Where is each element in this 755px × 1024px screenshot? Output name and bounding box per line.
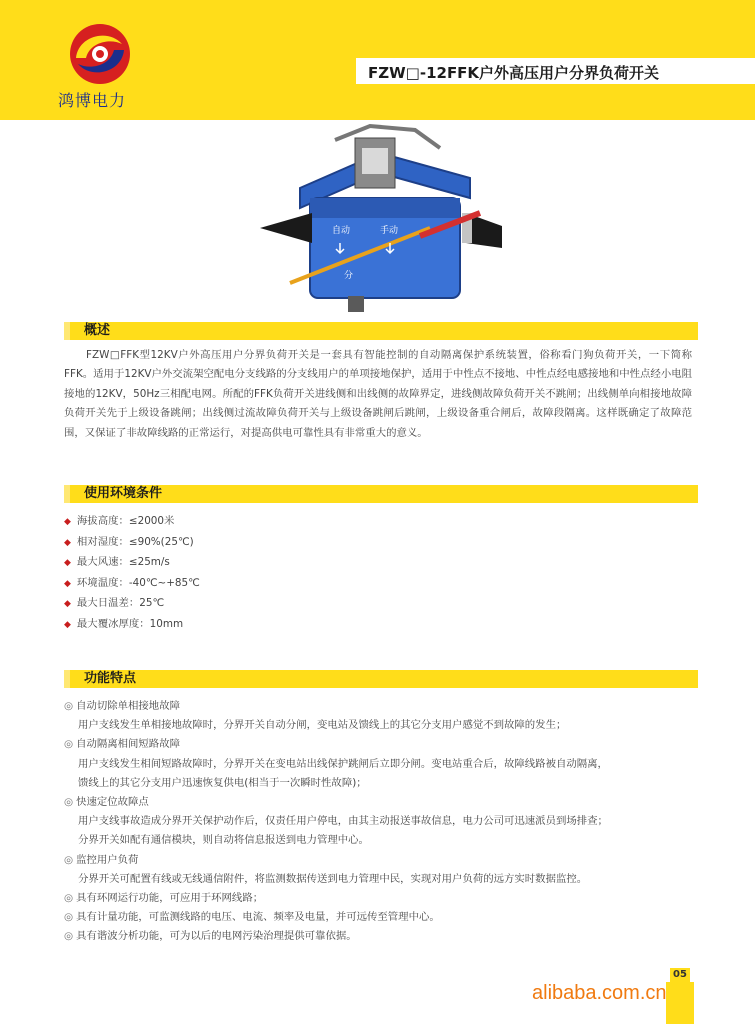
features-heading-bar	[64, 670, 698, 688]
bullet-circle-icon: ◎	[64, 911, 74, 924]
bullet-circle-icon: ◎	[64, 700, 74, 712]
brand-name: 鸿博电力	[58, 91, 127, 110]
photo-label-open: 分	[344, 271, 354, 281]
features-list	[64, 697, 714, 947]
feature-description: 用户支线发生单相接地故障时，分界开关自动分闸，变电站及馈线上的其它分支用户感觉不到故障的发生；	[78, 719, 567, 732]
feature-description: 用户支线事故造成分界开关保护动作后，仅责任用户停电，由其主动报送事故信息，电力公司可迅速派员到场排查；	[78, 815, 608, 828]
feature-title: ◎ 自动隔离相间短路故障	[64, 738, 180, 751]
bullet-diamond-icon: ◆	[64, 599, 71, 609]
feature-title: ◎ 具有环网运行功能，可应用于环网线路；	[64, 892, 264, 905]
feature-description: 馈线上的其它分支用户迅速恢复供电(相当于一次瞬时性故障)；	[78, 776, 367, 789]
list-item: ◆ 海拔高度：≤2000米	[64, 515, 175, 527]
list-item: ◆ 相对湿度：≤90%(25℃)	[64, 535, 194, 548]
feature-title: ◎ 监控用户负荷	[64, 853, 139, 866]
features-heading: 功能特点	[84, 671, 137, 686]
bullet-diamond-icon: ◆	[64, 578, 71, 589]
overview-heading: 概述	[84, 323, 111, 338]
feature-title: ◎ 具有计量功能，可监测线路的电压、电流、频率及电量，并可远传至管理中心。	[64, 911, 440, 924]
bullet-diamond-icon: ◆	[64, 537, 71, 548]
bullet-circle-icon: ◎	[64, 892, 74, 905]
bullet-diamond-icon: ◆	[64, 517, 71, 527]
overview-paragraph: FZW□FFK型12KV户外高压用户分界负荷开关是一套具有智能控制的自动隔离保护系统装置，俗称看门狗负荷开关，一下简称FFK。适用于12KV户外交流架空配电分支线路的分支线用户的单项接地保护，适用于中性点不接地、中性点经电感接地和中性点经小电阻接地的12KV，50Hz三相配电网。所配的FFK负荷开关进线侧和出线侧的故障界定，进线侧故障负荷开关不跳闸；出线侧单向相接地故障负荷开关先于上级设备跳闸；出线侧过流故障负荷开关与上级设备跳闸后跳闸，上级设备重合闸后，故障段隔离。这样既确定了故障范围，又保证了非故障线路的正常运行，对提高供电可靠性具有非常重大的意义。	[64, 349, 692, 439]
feature-description: 分界开关可配置有线或无线通信附件，将监测数据传送到电力管理中民，实现对用户负荷的远方实时数据监控。	[78, 872, 588, 885]
photo-label-manual: 手动	[380, 226, 399, 236]
bullet-circle-icon: ◎	[64, 853, 74, 866]
footer-band	[666, 982, 694, 1024]
bullet-diamond-icon: ◆	[64, 558, 71, 568]
bullet-circle-icon: ◎	[64, 796, 74, 809]
environment-list	[64, 512, 200, 635]
list-item: ◆ 最大风速：≤25m/s	[64, 556, 170, 568]
bullet-diamond-icon: ◆	[64, 619, 71, 630]
feature-title: ◎ 快速定位故障点	[64, 796, 149, 809]
list-item: ◆ 最大日温差：25℃	[64, 597, 165, 609]
overview-heading-bar	[64, 322, 698, 340]
list-item: ◆ 最大覆冰厚度：10mm	[64, 617, 184, 630]
watermark: alibaba.com.cn	[532, 982, 667, 1004]
photo-label-auto: 自动	[332, 226, 351, 236]
bullet-circle-icon: ◎	[64, 738, 74, 751]
title-bar	[356, 58, 755, 84]
bullet-circle-icon: ◎	[64, 930, 74, 943]
page-title: FZW□-12FFK户外高压用户分界负荷开关	[368, 64, 660, 82]
feature-title: ◎ 自动切除单相接地故障	[64, 700, 180, 712]
load-switch-photo	[240, 118, 520, 318]
feature-description: 分界开关如配有通信模块，则自动将信息报送到电力管理中心。	[78, 834, 369, 847]
environment-heading: 使用环境条件	[84, 486, 163, 501]
environment-heading-bar	[64, 485, 698, 503]
page-number: 05	[670, 968, 690, 982]
list-item: ◆ 环境温度：-40℃~+85℃	[64, 576, 200, 589]
hongbo-logo-icon	[64, 18, 136, 90]
feature-title: ◎ 具有谐波分析功能，可为以后的电网污染治理提供可靠依据。	[64, 930, 357, 943]
feature-description: 用户支线发生相间短路故障时，分界开关在变电站出线保护跳闸后立即分闸。变电站重合后，故障线路被自动隔离，	[78, 757, 608, 770]
